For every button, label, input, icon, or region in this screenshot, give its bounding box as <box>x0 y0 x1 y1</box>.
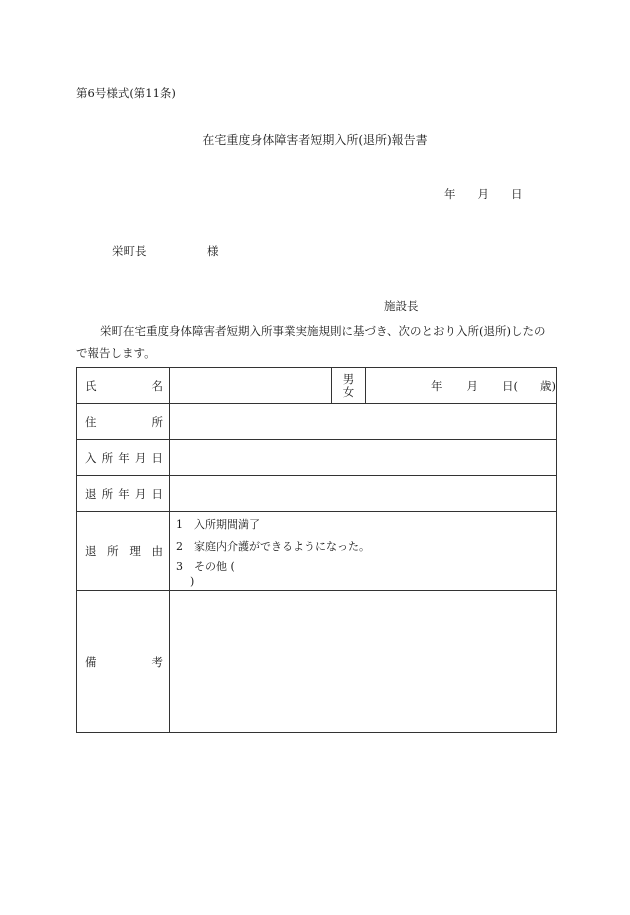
reason-other-close: ) <box>190 575 195 588</box>
reason-label-char: 由 <box>151 544 163 558</box>
facility-head: 施設長 <box>384 299 419 313</box>
discharge-reason-options[interactable] <box>170 512 557 591</box>
address-field[interactable] <box>170 404 557 440</box>
sex-female: 女 <box>342 384 355 399</box>
birth-date-field[interactable] <box>366 368 557 404</box>
address-label <box>77 404 170 440</box>
admission-label-char: 月 <box>134 450 147 465</box>
reason-option-2[interactable]: 2 家庭内介護ができるようになった。 <box>176 540 370 553</box>
name-row <box>77 368 557 404</box>
reason-label-char: 退 <box>85 544 97 558</box>
date-month: 月 <box>477 187 489 201</box>
name-field[interactable] <box>170 368 332 404</box>
discharge-reason-label <box>77 512 170 591</box>
address-row <box>77 404 557 440</box>
birth-year: 年 <box>431 378 443 393</box>
honorific: 様 <box>207 244 219 258</box>
reason-option-1[interactable]: 1 入所期間満了 <box>176 518 260 531</box>
remarks-label-char: 考 <box>151 654 163 669</box>
addressee: 栄町長 <box>112 244 147 258</box>
discharge-label-char: 退 <box>85 486 97 501</box>
report-table <box>76 367 557 733</box>
admission-row <box>77 440 557 476</box>
remarks-label <box>77 591 170 733</box>
reason-label-char: 理 <box>129 544 141 558</box>
discharge-date-label <box>77 476 170 512</box>
date-line <box>444 186 523 202</box>
name-label-char: 名 <box>151 378 163 393</box>
discharge-label-char: 所 <box>101 486 114 501</box>
reason-option-3[interactable]: 3 その他 ( <box>176 560 235 573</box>
remarks-field[interactable] <box>170 591 557 733</box>
date-year: 年 <box>444 187 456 201</box>
sex-field[interactable] <box>332 368 366 404</box>
birth-day: 日( <box>502 378 518 393</box>
remarks-row <box>77 591 557 733</box>
address-label-char: 住 <box>85 414 97 429</box>
discharge-label-char: 日 <box>151 486 163 501</box>
admission-date-label <box>77 440 170 476</box>
address-label-char: 所 <box>151 414 163 429</box>
age: 歳) <box>540 378 556 393</box>
discharge-row <box>77 476 557 512</box>
body-text: 栄町在宅重度身体障害者短期入所事業実施規則に基づき、次のとおり入所(退所)したので報告します。 <box>76 324 546 360</box>
remarks-label-char: 備 <box>85 654 97 669</box>
discharge-label-char: 月 <box>134 486 147 501</box>
reason-label-char: 所 <box>107 544 119 558</box>
date-day: 日 <box>511 187 523 201</box>
document-title: 在宅重度身体障害者短期入所(退所)報告書 <box>202 133 428 147</box>
sex-male: 男 <box>342 371 355 386</box>
form-number: 第6号様式(第11条) <box>76 86 176 100</box>
name-label <box>77 368 170 404</box>
admission-label-char: 入 <box>85 450 97 465</box>
admission-label-char: 年 <box>118 450 130 465</box>
admission-date-field[interactable] <box>170 440 557 476</box>
admission-label-char: 所 <box>101 450 114 465</box>
name-label-char: 氏 <box>85 378 97 393</box>
admission-label-char: 日 <box>151 450 163 465</box>
discharge-date-field[interactable] <box>170 476 557 512</box>
discharge-label-char: 年 <box>118 486 130 501</box>
birth-month: 月 <box>466 378 478 393</box>
reason-row <box>77 512 557 591</box>
